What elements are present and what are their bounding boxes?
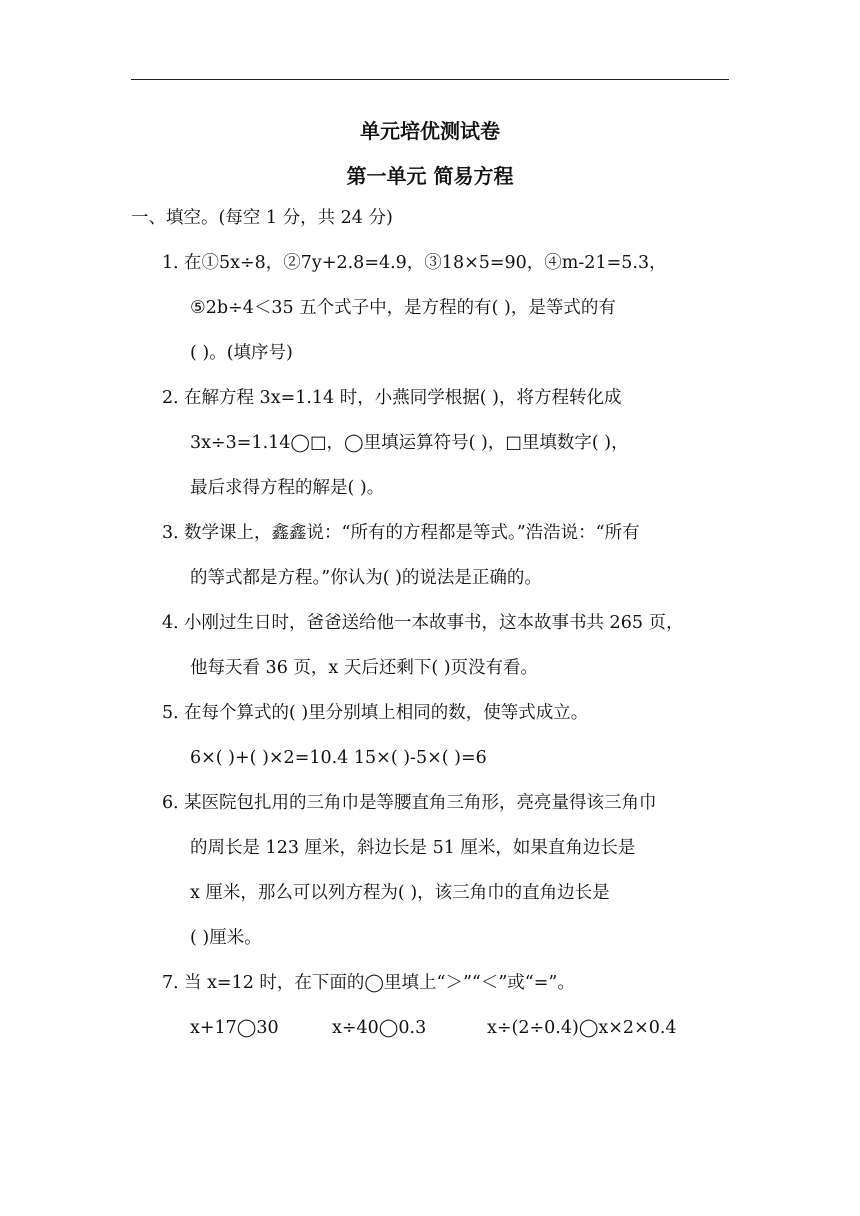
question-number: 1． (162, 253, 191, 273)
question-1-line-2: ⑤2b÷4＜35 五个式子中，是方程的有( )，是等式的有 (190, 298, 616, 318)
question-number: 3． (162, 523, 191, 543)
question-7 (162, 971, 575, 995)
question-1-line-3: ( )。(填序号) (190, 343, 293, 363)
question-6-line-3: x 厘米，那么可以列方程为( )，该三角巾的直角边长是 (190, 883, 610, 903)
question-4 (162, 611, 684, 635)
question-text: 数学课上，鑫鑫说：“所有的方程都是等式。”浩浩说：“所有 (184, 523, 640, 543)
question-7-item-1: x+17◯30 (190, 1018, 279, 1038)
question-4-line-2: 他每天看 36 页，x 天后还剩下( )页没有看。 (190, 658, 539, 678)
question-3-line-2: 的等式都是方程。”你认为( )的说法是正确的。 (190, 568, 542, 588)
page-subtitle: 第一单元 简易方程 (346, 164, 514, 188)
question-6 (162, 791, 657, 815)
header-rule (131, 79, 729, 80)
page-title: 单元培优测试卷 (360, 119, 500, 143)
question-text: 当 x=12 时，在下面的◯里填上“＞”“＜”或“=”。 (184, 973, 575, 993)
question-3 (162, 521, 640, 545)
question-2 (162, 386, 621, 410)
question-number: 7． (162, 973, 191, 993)
question-text: 在每个算式的( )里分别填上相同的数，使等式成立。 (184, 703, 589, 723)
question-number: 4． (162, 613, 191, 633)
question-number: 2． (162, 388, 191, 408)
section-heading: 一、填空。(每空 1 分，共 24 分) (131, 208, 393, 228)
question-5 (162, 701, 588, 725)
question-7-item-3: x÷(2÷0.4)◯x×2×0.4 (487, 1018, 677, 1038)
question-6-line-4: ( )厘米。 (190, 928, 262, 948)
question-5-line-2: 6×( )+( )×2=10.4 15×( )-5×( )=6 (190, 748, 487, 768)
question-2-line-3: 最后求得方程的解是( )。 (190, 478, 385, 498)
question-text: 在①5x÷8，②7y+2.8=4.9，③18×5=90，④m-21=5.3， (184, 253, 667, 273)
question-number: 6． (162, 793, 191, 813)
question-text: 某医院包扎用的三角巾是等腰直角三角形，亮亮量得该三角巾 (184, 793, 657, 813)
question-6-line-2: 的周长是 123 厘米，斜边长是 51 厘米，如果直角边长是 (190, 838, 636, 858)
question-7-item-2: x÷40◯0.3 (332, 1018, 427, 1038)
question-number: 5． (162, 703, 191, 723)
question-1 (162, 251, 667, 275)
question-2-line-2: 3x÷3=1.14◯□，◯里填运算符号( )，□里填数字( )， (190, 433, 629, 453)
question-text: 在解方程 3x=1.14 时，小燕同学根据( )，将方程转化成 (184, 388, 622, 408)
question-text: 小刚过生日时，爸爸送给他一本故事书，这本故事书共 265 页， (184, 613, 684, 633)
